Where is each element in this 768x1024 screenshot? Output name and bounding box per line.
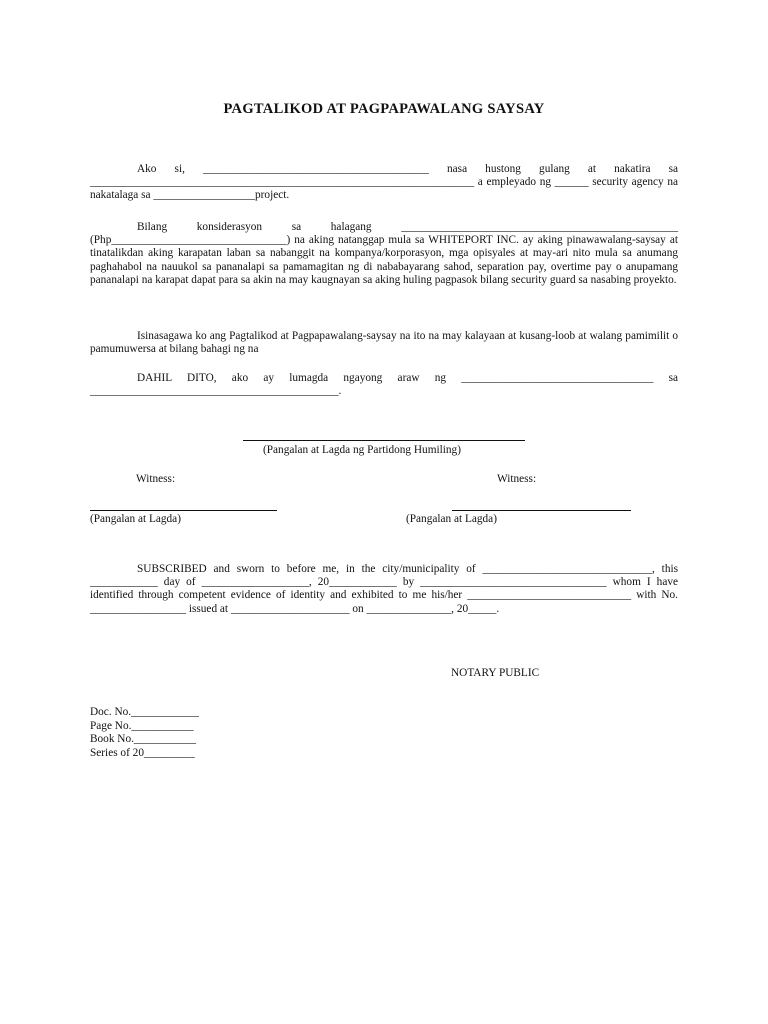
page-number-field: Page No.___________ bbox=[90, 720, 194, 732]
witness-right-label: Witness: bbox=[497, 473, 537, 485]
notary-public-label: NOTARY PUBLIC bbox=[451, 667, 540, 679]
witness-left-caption: (Pangalan at Lagda) bbox=[90, 513, 181, 525]
witness-right-signature-line bbox=[452, 510, 631, 511]
party-signature-line bbox=[243, 440, 525, 441]
book-number-field: Book No.___________ bbox=[90, 733, 197, 745]
witness-left-signature-line bbox=[90, 510, 277, 511]
document-title: PAGTALIKOD AT PAGPAPAWALANG SAYSAY bbox=[223, 101, 545, 117]
paragraph-konsiderasyon-text: Bilang konsiderasyon sa halagang _________________________________________________ (Php_______________________________) na aking natanggap mula sa WHITEPORT INC. ay aking pinawawalang-saysay at tinatalikdan aking karapatan laban sa nabanggit na kompanya/korporasyon, mga opisyales at may-ari nito mula sa anumang paghahabol na nauukol sa pananalapi sa pamamagitan ng di nababayarang sahod, separation pay, overtime pay o anupamang pananalapi na karapat dapat para sa akin na may kaugnayan sa aking huling pagpasok bilang security guard sa nasabing proyekto. bbox=[90, 221, 678, 286]
paragraph-dahil-dito-text: DAHIL DITO, ako ay lumagda ngayong araw ng __________________________________ sa ____________________________________________. bbox=[90, 372, 678, 398]
party-signature-caption: (Pangalan at Lagda ng Partidong Humiling) bbox=[263, 444, 461, 456]
witness-right-caption: (Pangalan at Lagda) bbox=[406, 513, 497, 525]
paragraph-isinasagawa bbox=[90, 330, 678, 356]
paragraph-subscribed bbox=[90, 563, 678, 616]
witness-left-label: Witness: bbox=[136, 473, 176, 485]
paragraph-ako-si bbox=[90, 163, 678, 203]
paragraph-dahil-dito bbox=[90, 372, 678, 398]
paragraph-isinasagawa-text: Isinasagawa ko ang Pagtalikod at Pagpapawalang-saysay na ito na may kalayaan at kusang-loob at walang pamimilit o pamumuwersa at bilang bahagi ng na bbox=[90, 330, 678, 356]
paragraph-subscribed-text: SUBSCRIBED and sworn to before me, in the city/municipality of ______________________________, this ____________ day of ___________________, 20____________ by _________________________________ whom I have identified through competent evidence of identity and exhibited to me his/her _____________________________ with No. _________________ issued at _____________________ on _______________, 20_____. bbox=[90, 563, 678, 615]
doc-number-field: Doc. No.____________ bbox=[90, 706, 199, 718]
paragraph-ako-si-text: Ako si, ________________________________________ nasa hustong gulang at nakatira sa ____________________________________________________________________ a empleyado ng ______ security agency na nakatalaga sa __________________project. bbox=[90, 163, 678, 202]
paragraph-konsiderasyon bbox=[90, 221, 678, 287]
series-field: Series of 20_________ bbox=[90, 747, 195, 759]
